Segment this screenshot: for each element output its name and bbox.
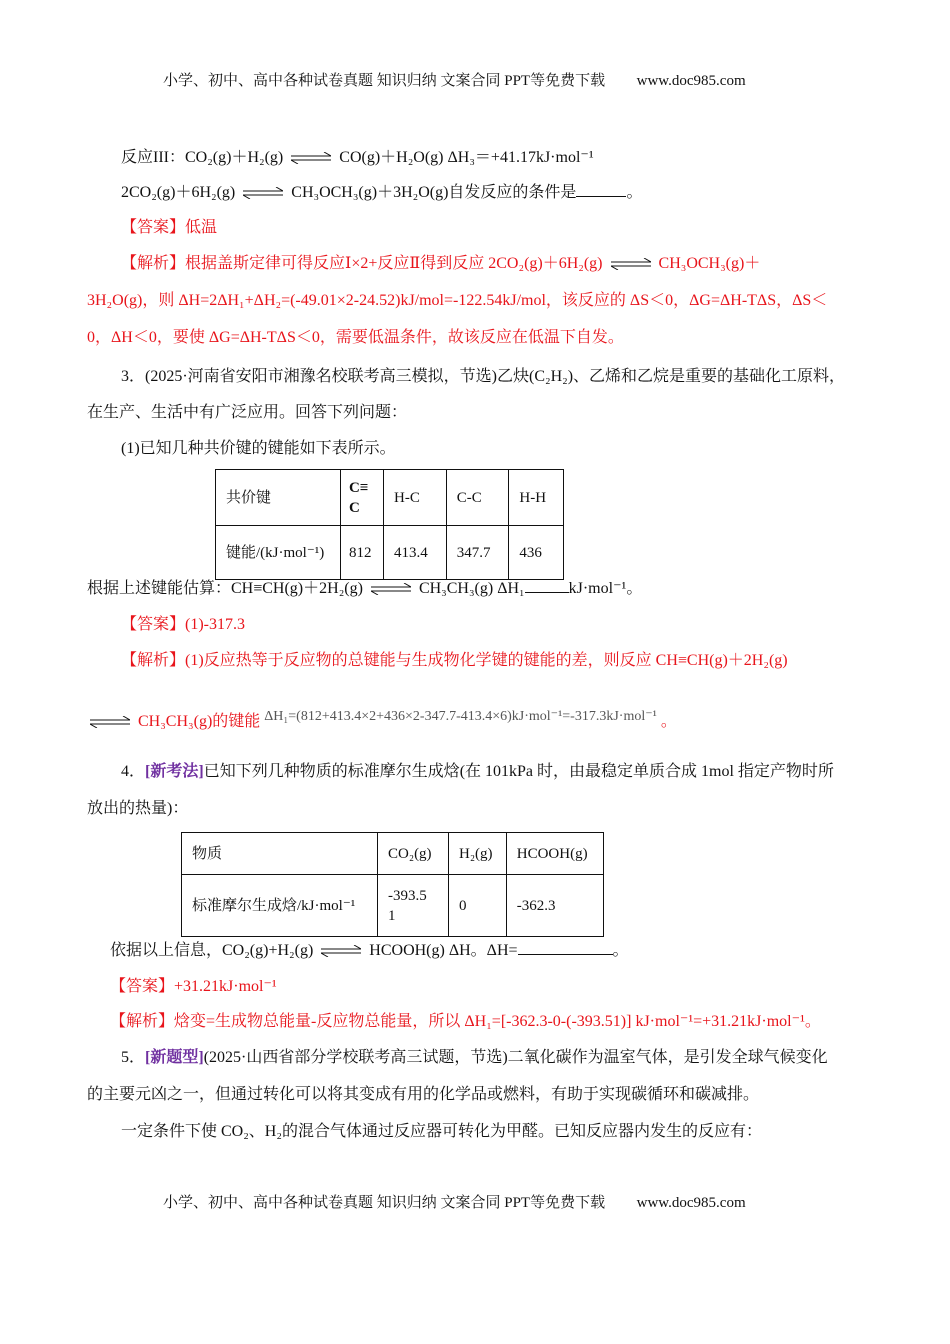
- main-reaction: [121, 182, 642, 204]
- reaction-iii-right: CO(g)＋H₂O(g) ΔH₃＝+41.17kJ·mol⁻¹: [339, 149, 594, 166]
- footer-text: 小学、初中、高中各种试卷真题 知识归纳 文案合同 PPT等免费下载: [163, 1195, 606, 1211]
- analysis-tag: 【解析】: [121, 255, 186, 272]
- q2-analysis-line-1: [121, 253, 760, 275]
- q4-stem-line-2: 放出的热量)：: [87, 800, 189, 817]
- q3-stem-line-2: 在生产、生活中有广泛应用。回答下列问题：: [87, 404, 408, 421]
- analysis-text: CH₃OCH₃(g)＋: [658, 255, 761, 272]
- question-tag: [新题型]: [145, 1049, 204, 1066]
- table-cell: 共价键: [216, 470, 341, 526]
- q2-analysis-line-3: 0，ΔH＜0，要使 ΔG=ΔH-TΔS＜0，需要低温条件，故该反应在低温下自发。: [87, 329, 624, 346]
- page-header: [163, 69, 746, 90]
- answer-tag: 【答案】: [121, 616, 186, 633]
- answer-text: 低温: [185, 219, 218, 236]
- equilibrium-arrow-icon: [611, 258, 651, 270]
- enthalpy-table: [181, 832, 604, 937]
- answer-text: +31.21kJ·mol⁻¹: [174, 978, 277, 995]
- table-cell: C-C: [446, 470, 509, 526]
- main-reaction-end: 。: [626, 184, 643, 201]
- answer-tag: 【答案】: [110, 978, 175, 995]
- ask-right: HCOOH(g) ΔH。ΔH=: [369, 942, 518, 959]
- footer-site: www.doc985.com: [636, 1195, 746, 1211]
- table-cell: H-C: [384, 470, 447, 526]
- ask-left: 依据以上信息，CO₂(g)+H₂(g): [110, 942, 314, 959]
- cell-line: 1: [388, 907, 396, 924]
- stem-text: (2025·山西省部分学校联考高三试题，节选)二氧化碳作为温室气体，是引发全球气候变化: [203, 1049, 828, 1066]
- bond-energy-table: [215, 469, 564, 580]
- energy-formula: ΔH₁=(812+413.4×2+436×2-347.7-413.4×6)kJ·mol⁻¹=-317.3kJ·mol⁻¹: [264, 709, 657, 724]
- table-cell: 812: [341, 526, 384, 580]
- table-cell: 标准摩尔生成焓/kJ·mol⁻¹: [182, 875, 378, 937]
- table-cell: H-H: [509, 470, 564, 526]
- q3-analysis-line-1: [121, 650, 788, 672]
- q4-stem-line-1: [121, 761, 834, 783]
- table-cell: C≡C: [341, 470, 384, 526]
- equilibrium-arrow-icon: [243, 187, 283, 199]
- question-tag: [新考法]: [145, 763, 204, 780]
- analysis-text: CH₃CH₃(g)的键能: [138, 713, 261, 730]
- analysis-text: 焓变=生成物总能量-反应物总能量，所以 ΔH₁=[-362.3-0-(-393.51)] kJ·mol⁻¹=+31.21kJ·mol⁻¹。: [174, 1013, 821, 1030]
- reaction-iii-label: 反应III：: [121, 149, 185, 166]
- header-text: 小学、初中、高中各种试卷真题 知识归纳 文案合同 PPT等免费下载: [163, 73, 606, 89]
- table-cell: H₂(g): [449, 833, 507, 875]
- table-cell: 347.7: [446, 526, 509, 580]
- header-site: www.doc985.com: [636, 73, 746, 89]
- analysis-end: 。: [660, 713, 677, 730]
- q3-stem-line-1: 3．(2025·河南省安阳市湘豫名校联考高三模拟，节选)乙炔(C₂H₂)、乙烯和乙烷是重要的基础化工原料，: [121, 368, 846, 385]
- table-cell: 436: [509, 526, 564, 580]
- table-cell: 键能/(kJ·mol⁻¹): [216, 526, 341, 580]
- answer-blank: [576, 182, 626, 197]
- main-reaction-right: CH₃OCH₃(g)＋3H₂O(g)自发反应的条件是: [291, 184, 577, 201]
- q2-answer: [121, 217, 217, 239]
- q3-subquestion-1: (1)已知几种共价键的键能如下表所示。: [121, 440, 396, 457]
- equilibrium-arrow-icon: [321, 945, 361, 957]
- question-number: 4．: [121, 763, 146, 780]
- reaction-iii: [121, 147, 594, 169]
- answer-blank: [525, 578, 569, 593]
- ask-end: 。: [612, 942, 629, 959]
- q3-analysis-line-2: [90, 711, 677, 734]
- table-cell: 物质: [182, 833, 378, 875]
- equilibrium-arrow-icon: [90, 716, 130, 728]
- answer-tag: 【答案】: [121, 219, 186, 236]
- answer-text: (1)-317.3: [185, 616, 245, 633]
- table-cell: 0: [449, 875, 507, 937]
- analysis-tag: 【解析】: [110, 1013, 175, 1030]
- estimate-right: CH₃CH₃(g) ΔH₁: [418, 580, 525, 597]
- table-cell: 413.4: [384, 526, 447, 580]
- table-cell: CO₂(g): [378, 833, 449, 875]
- equilibrium-arrow-icon: [291, 152, 331, 164]
- table-cell: HCOOH(g): [506, 833, 603, 875]
- reaction-iii-left: CO₂(g)＋H₂(g): [185, 149, 284, 166]
- analysis-tag: 【解析】: [121, 652, 186, 669]
- cell-line: -393.5: [388, 887, 427, 904]
- q5-stem-line-3: 一定条件下使 CO₂、H₂的混合气体通过反应器可转化为甲醛。已知反应器内发生的反应有：: [121, 1123, 762, 1140]
- main-reaction-left: 2CO₂(g)＋6H₂(g): [121, 184, 236, 201]
- analysis-text: 根据盖斯定律可得反应Ⅰ×2+反应Ⅱ得到反应 2CO₂(g)＋6H₂(g): [185, 255, 603, 272]
- table-cell: [378, 875, 449, 937]
- q5-stem-line-1: [121, 1047, 828, 1069]
- q4-answer: [110, 976, 277, 998]
- page-footer: [163, 1191, 746, 1212]
- q3-estimate: [87, 578, 642, 600]
- q4-ask: [110, 940, 629, 962]
- q2-analysis-line-2: 3H₂O(g)，则 ΔH=2ΔH₁+ΔH₂=(-49.01×2-24.52)kJ/mol=-122.54kJ/mol，该反应的 ΔS＜0，ΔG=ΔH-TΔS，ΔS＜: [87, 292, 828, 309]
- equilibrium-arrow-icon: [371, 583, 411, 595]
- estimate-left: 根据上述键能估算：CH≡CH(g)＋2H₂(g): [87, 580, 363, 597]
- analysis-text: (1)反应热等于反应物的总键能与生成物化学键的键能的差，则反应 CH≡CH(g)＋2H₂(g): [185, 652, 788, 669]
- q5-stem-line-2: 的主要元凶之一，但通过转化可以将其变成有用的化学品或燃料，有助于实现碳循环和碳减排。: [87, 1086, 760, 1103]
- estimate-unit: kJ·mol⁻¹。: [568, 580, 643, 597]
- stem-text: 已知下列几种物质的标准摩尔生成焓(在 101kPa 时，由最稳定单质合成 1mol 指定产物时所: [203, 763, 834, 780]
- table-cell: -362.3: [506, 875, 603, 937]
- q3-answer: [121, 614, 245, 636]
- q4-analysis: [110, 1011, 821, 1033]
- question-number: 5．: [121, 1049, 146, 1066]
- answer-blank: [518, 940, 613, 955]
